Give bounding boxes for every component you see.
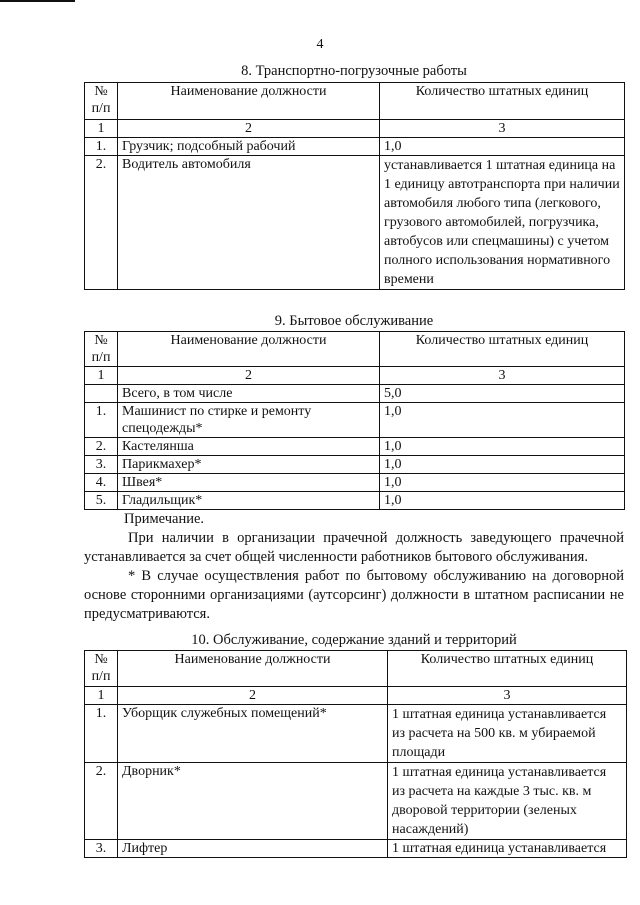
col-number: 2 [118,687,388,705]
column-number-row [85,120,625,138]
row-qty: 1 штатная единица устанавливается из расчета на каждые 3 тыс. кв. м дворовой территории (зеленых насаждений) [388,763,627,840]
row-qty: 1 штатная единица устанавливается из расчета на 500 кв. м убираемой площади [388,705,627,763]
header-qty: Количество штатных единиц [380,83,625,120]
section-10-title: 10. Обслуживание, содержание зданий и территорий [191,632,517,648]
table-row [85,156,625,290]
row-num: 5. [85,492,118,510]
row-num: 2. [85,156,118,290]
scan-artifact-line [0,0,75,2]
table-row [85,456,625,474]
row-qty: 1,0 [380,403,625,438]
col-number: 3 [380,367,625,385]
row-num: 3. [85,456,118,474]
row-num [85,385,118,403]
table-row [85,840,627,858]
row-num: 4. [85,474,118,492]
note-label: Примечание. [124,511,205,527]
table-row [85,763,627,840]
section-10-table [84,650,627,858]
row-name: Гладильщик* [118,492,380,510]
col-number: 2 [118,120,380,138]
col-number: 1 [85,687,118,705]
row-name: Кастелянша [118,438,380,456]
row-num: 3. [85,840,118,858]
note-paragraph-2: * В случае осуществления работ по бытовому обслуживанию на договорной основе сторонними организациями (аутсорсинг) должности в штатном расписании не предусматриваются. [84,568,624,622]
row-num: 1. [85,403,118,438]
row-name: Парикмахер* [118,456,380,474]
col-number: 3 [388,687,627,705]
section-9-title: 9. Бытовое обслуживание [274,313,434,329]
header-num: № п/п [85,332,118,367]
row-num: 2. [85,763,118,840]
table-row [85,385,625,403]
row-qty: 5,0 [380,385,625,403]
row-name: Грузчик; подсобный рабочий [118,138,380,156]
row-qty: 1,0 [380,492,625,510]
column-number-row [85,367,625,385]
section-9-note [84,510,624,624]
header-name: Наименование должности [118,83,380,120]
section-8-table [84,82,625,290]
col-number: 3 [380,120,625,138]
row-qty: устанавливается 1 штатная единица на 1 единицу автотранспорта при наличии автомобиля любого типа (легкового, грузового автомобилей, погрузчика, автобусов или спецмашины) с учетом полного использования нормативного времени [380,156,625,290]
table-row [85,438,625,456]
header-qty: Количество штатных единиц [388,651,627,687]
row-num: 2. [85,438,118,456]
row-qty: 1,0 [380,438,625,456]
col-number: 2 [118,367,380,385]
row-num: 1. [85,138,118,156]
row-num: 1. [85,705,118,763]
note-paragraph-1: При наличии в организации прачечной должность заведующего прачечной устанавливается за счет общей численности работников бытового обслуживания. [84,530,624,565]
table-header-row [85,83,625,120]
row-name: Водитель автомобиля [118,156,380,290]
page-number: 4 [316,37,324,52]
table-row [85,138,625,156]
table-row [85,492,625,510]
col-number: 1 [85,367,118,385]
table-row [85,705,627,763]
header-num: № п/п [85,83,118,120]
table-header-row [85,332,625,367]
table-row [85,403,625,438]
row-qty: 1,0 [380,474,625,492]
row-qty: 1,0 [380,456,625,474]
header-name: Наименование должности [118,651,388,687]
section-9-table [84,331,625,510]
row-name: Дворник* [118,763,388,840]
row-name: Машинист по стирке и ремонту спецодежды* [118,403,380,438]
row-name: Всего, в том числе [118,385,380,403]
row-name: Уборщик служебных помещений* [118,705,388,763]
column-number-row [85,687,627,705]
table-row [85,474,625,492]
header-name: Наименование должности [118,332,380,367]
row-name: Швея* [118,474,380,492]
table-header-row [85,651,627,687]
section-8-title: 8. Транспортно-погрузочные работы [241,63,467,79]
row-name: Лифтер [118,840,388,858]
row-qty: 1,0 [380,138,625,156]
header-qty: Количество штатных единиц [380,332,625,367]
header-num: № п/п [85,651,118,687]
col-number: 1 [85,120,118,138]
row-qty: 1 штатная единица устанавливается [388,840,627,858]
